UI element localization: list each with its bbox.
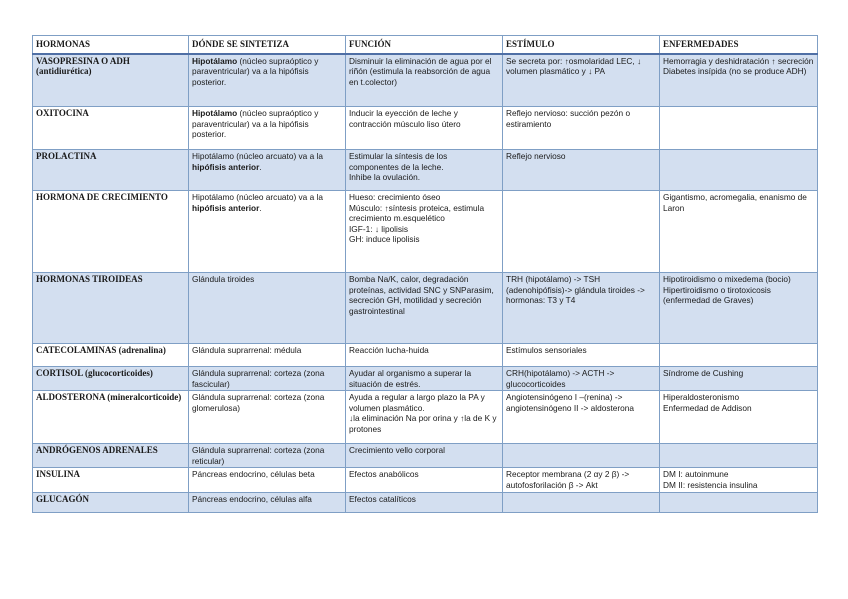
function-cell (346, 492, 503, 512)
function-line: Efectos catalíticos (349, 493, 416, 504)
table-row (33, 492, 818, 512)
table-row (33, 54, 818, 107)
stimulus-cell (503, 344, 660, 367)
header-enfermedades: ENFERMEDADES (660, 36, 818, 54)
disease-line: Hiperaldosteronismo (663, 392, 740, 403)
stimulus-cell (503, 107, 660, 150)
stimulus-cell (503, 391, 660, 444)
function-line: Efectos anabólicos (349, 469, 419, 480)
function-cell (346, 150, 503, 191)
site-text: Hipotálamo (núcleo arcuato) va a la (192, 192, 323, 203)
table-row (33, 468, 818, 492)
disease-cell (660, 391, 818, 444)
site-text: . (259, 202, 262, 213)
stimulus-line: CRH(hipotálamo) -> ACTH -> glucocorticoides (506, 368, 615, 389)
function-line: Músculo: ↑síntesis proteica, estimula crecimiento m.esquelético (349, 202, 485, 224)
disease-line: Enfermedad de Addison (663, 402, 752, 413)
synthesis-site (189, 54, 346, 107)
header-estimulo: ESTÍMULO (503, 36, 660, 54)
synthesis-site (189, 344, 346, 367)
disease-cell (660, 107, 818, 150)
site-text: Páncreas endocrino, células beta (192, 469, 315, 480)
stimulus-line: TRH (hipotálamo) -> TSH (adenohipófisis)-> glándula tiroides -> hormonas: T3 y T4 (506, 274, 645, 306)
function-line: ↓la eliminación Na por orina y ↑la de K y protones (349, 413, 497, 435)
function-cell (346, 444, 503, 468)
hormone-name: CORTISOL (glucocorticoides) (33, 367, 189, 391)
disease-cell (660, 54, 818, 107)
site-text: Glándula suprarrenal: corteza (zona reticular) (192, 445, 325, 466)
site-text: Páncreas endocrino, células alfa (192, 493, 312, 504)
function-cell (346, 391, 503, 444)
stimulus-line: Receptor membrana (2 αy 2 β) -> autofosforilación β -> Akt (506, 469, 630, 491)
table-row (33, 191, 818, 273)
function-cell (346, 54, 503, 107)
hormone-name: VASOPRESINA O ADH (antidiurética) (33, 54, 189, 107)
table-row (33, 444, 818, 468)
hormone-name: CATECOLAMINAS (adrenalina) (33, 344, 189, 367)
synthesis-site (189, 367, 346, 391)
stimulus-line: Se secreta por: ↑osmolaridad LEC, ↓ volumen plasmático y ↓ PA (506, 55, 642, 77)
site-text: Glándula suprarrenal: médula (192, 345, 302, 356)
stimulus-line: Reflejo nervioso (506, 151, 566, 162)
header-hormonas: HORMONAS (33, 36, 189, 54)
disease-line: Gigantismo, acromegalia, enanismo de Laron (663, 192, 807, 213)
function-line: Estimular la síntesis de los componentes de la leche. (349, 151, 448, 172)
disease-line: Hipotiroidismo o mixedema (bocio) (663, 274, 791, 285)
site-text: Hipotálamo (núcleo arcuato) va a la (192, 151, 323, 162)
table-row (33, 391, 818, 444)
disease-cell (660, 444, 818, 468)
synthesis-site (189, 444, 346, 468)
site-text: (núcleo supraóptico y paraventricular) va a la hipófisis posterior. (192, 55, 319, 87)
hormone-name: GLUCAGÓN (33, 492, 189, 512)
function-cell (346, 107, 503, 150)
site-text: Glándula suprarrenal: corteza (zona fascicular) (192, 368, 325, 389)
stimulus-line: Reflejo nervioso: succión pezón o estiramiento (506, 108, 631, 129)
header-donde-se-sintetiza: DÓNDE SE SINTETIZA (189, 36, 346, 54)
hormone-name: HORMONA DE CRECIMIENTO (33, 191, 189, 273)
stimulus-cell (503, 54, 660, 107)
site-emphasis: Hipotálamo (192, 55, 238, 66)
table-row (33, 344, 818, 367)
site-text: (núcleo supraóptico y paraventricular) va a la hipófisis posterior. (192, 108, 319, 140)
function-line: Crecimiento vello corporal (349, 445, 445, 456)
function-line: Inhibe la ovulación. (349, 172, 421, 183)
stimulus-cell (503, 468, 660, 492)
disease-cell (660, 191, 818, 273)
hormones-table (32, 35, 818, 513)
disease-cell (660, 273, 818, 344)
function-cell (346, 344, 503, 367)
site-emphasis: hipófisis anterior (192, 202, 260, 213)
table-body (33, 54, 818, 513)
synthesis-site (189, 107, 346, 150)
disease-line: Diabetes insípida (no se produce ADH) (663, 66, 807, 77)
table-row (33, 273, 818, 344)
hormone-name: HORMONAS TIROIDEAS (33, 273, 189, 344)
hormone-name: ALDOSTERONA (mineralcorticoide) (33, 391, 189, 444)
function-cell (346, 191, 503, 273)
synthesis-site (189, 150, 346, 191)
hormone-name: INSULINA (33, 468, 189, 492)
site-text: . (259, 161, 262, 172)
function-cell (346, 367, 503, 391)
synthesis-site (189, 191, 346, 273)
synthesis-site (189, 492, 346, 512)
disease-line: DM I: autoinmune (663, 469, 729, 480)
table-row (33, 367, 818, 391)
disease-cell (660, 367, 818, 391)
site-text: Glándula tiroides (192, 274, 255, 285)
synthesis-site (189, 391, 346, 444)
hormone-name: PROLACTINA (33, 150, 189, 191)
stimulus-cell (503, 492, 660, 512)
stimulus-cell (503, 150, 660, 191)
stimulus-line: Angiotensinógeno I –(renina) -> angiotensinógeno II -> aldosterona (506, 392, 635, 413)
hormone-name: ANDRÓGENOS ADRENALES (33, 444, 189, 468)
stimulus-cell (503, 191, 660, 273)
site-emphasis: hipófisis anterior (192, 161, 260, 172)
site-text: Glándula suprarrenal: corteza (zona glomerulosa) (192, 392, 325, 413)
function-cell (346, 468, 503, 492)
stimulus-cell (503, 444, 660, 468)
disease-cell (660, 150, 818, 191)
function-cell (346, 273, 503, 344)
function-line: Hueso: crecimiento óseo (349, 192, 441, 203)
header-row (33, 36, 818, 54)
disease-cell (660, 468, 818, 492)
header-funcion: FUNCIÓN (346, 36, 503, 54)
disease-line: Hipertiroidismo o tirotoxicosis (enfermedad de Graves) (663, 284, 771, 306)
table-row (33, 150, 818, 191)
function-line: IGF-1: ↓ lipolisis (349, 223, 409, 234)
stimulus-cell (503, 273, 660, 344)
site-emphasis: Hipotálamo (192, 108, 238, 119)
function-line: Inducir la eyección de leche y contracción músculo liso útero (349, 108, 461, 129)
function-line: Ayuda a regular a largo plazo la PA y volumen plasmático. (349, 392, 485, 413)
disease-line: Síndrome de Cushing (663, 368, 744, 379)
function-line: GH: induce lipolisis (349, 234, 420, 245)
hormone-name: OXITOCINA (33, 107, 189, 150)
disease-cell (660, 344, 818, 367)
table-row (33, 107, 818, 150)
synthesis-site (189, 468, 346, 492)
stimulus-cell (503, 367, 660, 391)
function-line: Ayudar al organismo a superar la situación de estrés. (349, 368, 472, 389)
function-line: Disminuir la eliminación de agua por el riñón (estimula la reabsorción de agua en t.colector) (349, 55, 492, 87)
stimulus-line: Estímulos sensoriales (506, 345, 587, 356)
function-line: Reacción lucha-huida (349, 345, 429, 356)
disease-line: Hemorragia y deshidratación ↑ secreción (663, 55, 814, 66)
function-line: Bomba Na/K, calor, degradación proteínas, actividad SNC y SNParasim, secreción GH, motilidad y secreción gastrointestinal (349, 274, 494, 316)
disease-line: DM II: resistencia insulina (663, 480, 758, 491)
synthesis-site (189, 273, 346, 344)
disease-cell (660, 492, 818, 512)
